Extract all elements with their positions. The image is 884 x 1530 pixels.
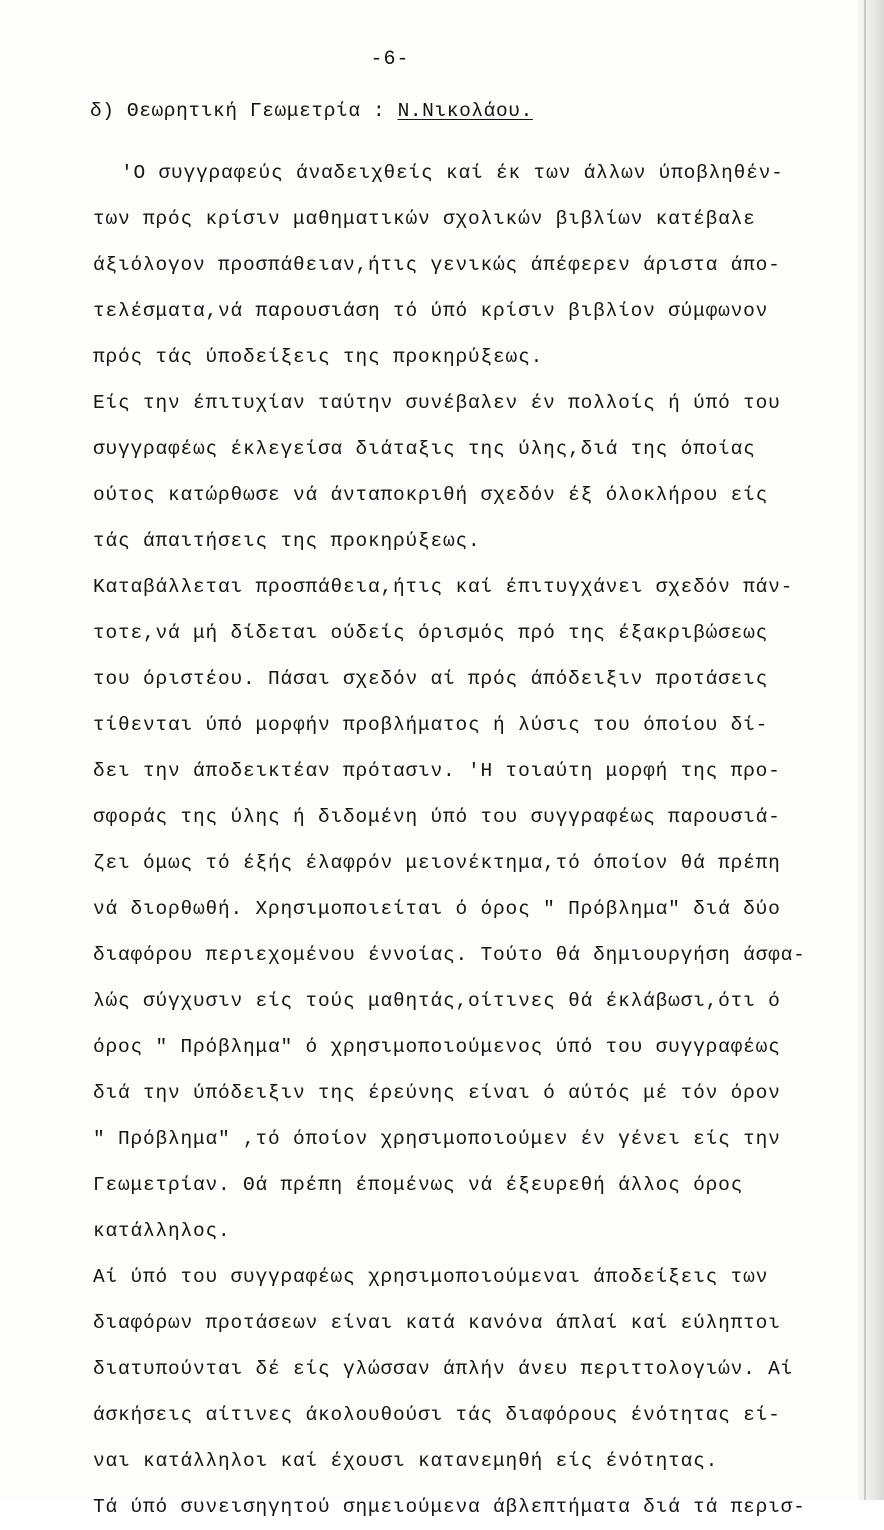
text-line: Αί ύπό του συγγραφέως χρησιμοποιούμεναι άποδείξεις των [93,1266,769,1288]
text-line: τελέσματα,νά παρουσιάση τό ύπό κρίσιν βιβλίον σύμφωνον [93,300,769,322]
section-heading [90,100,533,122]
text-line: όρος " Πρόβλημα" ό χρησιμοποιούμενος ύπό του συγγραφέως [93,1036,781,1058]
text-line: διαφόρου περιεχομένου έννοίας. Τούτο θά δημιουργήση άσφα- [93,944,806,966]
text-line: του όριστέου. Πάσαι σχεδόν αί πρός άπόδειξιν προτάσεις [93,668,769,690]
text-line: των πρός κρίσιν μαθηματικών σχολικών βιβλίων κατέβαλε [93,208,756,230]
text-line: τάς άπαιτήσεις της προκηρύξεως. [93,530,481,552]
text-line: πρός τάς ύποδείξεις της προκηρύξεως. [93,346,544,368]
text-line: άξιόλογον προσπάθειαν,ήτις γενικώς άπέφερεν άριστα άπο- [93,254,781,276]
text-line: ούτος κατώρθωσε νά άνταποκριθή σχεδόν έξ όλοκλήρου είς [93,484,769,506]
text-line: " Πρόβλημα" ,τό όποίον χρησιμοποιούμεν έν γένει είς την [93,1128,781,1150]
text-line: συγγραφέως έκλεγείσα διάταξις της ύλης,διά της όποίας [93,438,756,460]
text-line: ζει όμως τό έξής έλαφρόν μειονέκτημα,τό όποίον θά πρέπη [93,852,781,874]
text-line: 'Ο συγγραφεύς άναδειχθείς καί έκ των άλλων ύποβληθέν- [121,162,784,184]
text-line: διατυπούνται δέ είς γλώσσαν άπλήν άνευ περιττολογιών. Αί [93,1358,794,1380]
text-line: τίθενται ύπό μορφήν προβλήματος ή λύσις του όποίου δί- [93,714,769,736]
page-number: -6- [370,48,410,71]
section-title: δ) Θεωρητική Γεωμετρία : [90,100,386,122]
text-line: σφοράς της ύλης ή διδομένη ύπό του συγγραφέως παρουσιά- [93,806,781,828]
page-edge-shadow [858,0,884,1500]
text-line: ναι κατάλληλοι καί έχουσι κατανεμηθή είς ένότητας. [93,1450,719,1472]
text-line: Τά ύπό συνεισηγητού σημειούμενα άβλεπτήματα διά τά περισ- [93,1496,806,1518]
evaluation-text [93,150,853,1530]
text-line: διά την ύπόδειξιν της έρεύνης είναι ό αύτός μέ τόν όρον [93,1082,781,1104]
text-line: Είς την έπιτυχίαν ταύτην συνέβαλεν έν πολλοίς ή ύπό του [93,392,781,414]
text-line: Καταβάλλεται προσπάθεια,ήτις καί έπιτυγχάνει σχεδόν πάν- [93,576,794,598]
text-line: τοτε,νά μή δίδεται ούδείς όρισμός πρό της έξακριβώσεως [93,622,769,644]
text-line: λώς σύγχυσιν είς τούς μαθητάς,οίτινες θά έκλάβωσι,ότι ό [93,990,781,1012]
text-line: Γεωμετρίαν. Θά πρέπη έπομένως νά έξευρεθή άλλος όρος [93,1174,744,1196]
text-line: διαφόρων προτάσεων είναι κατά κανόνα άπλαί καί εύληπτοι [93,1312,781,1334]
author-name: Ν.Νικολάου. [397,100,533,122]
text-line: άσκήσεις αίτινες άκολουθούσι τάς διαφόρους ένότητας εί- [93,1404,781,1426]
text-line: δει την άποδεικτέαν πρότασιν. 'Η τοιαύτη μορφή της προ- [93,760,781,782]
text-line: κατάλληλος. [93,1220,231,1242]
text-line: νά διορθωθή. Χρησιμοποιείται ό όρος " Πρόβλημα" διά δύο [93,898,781,920]
